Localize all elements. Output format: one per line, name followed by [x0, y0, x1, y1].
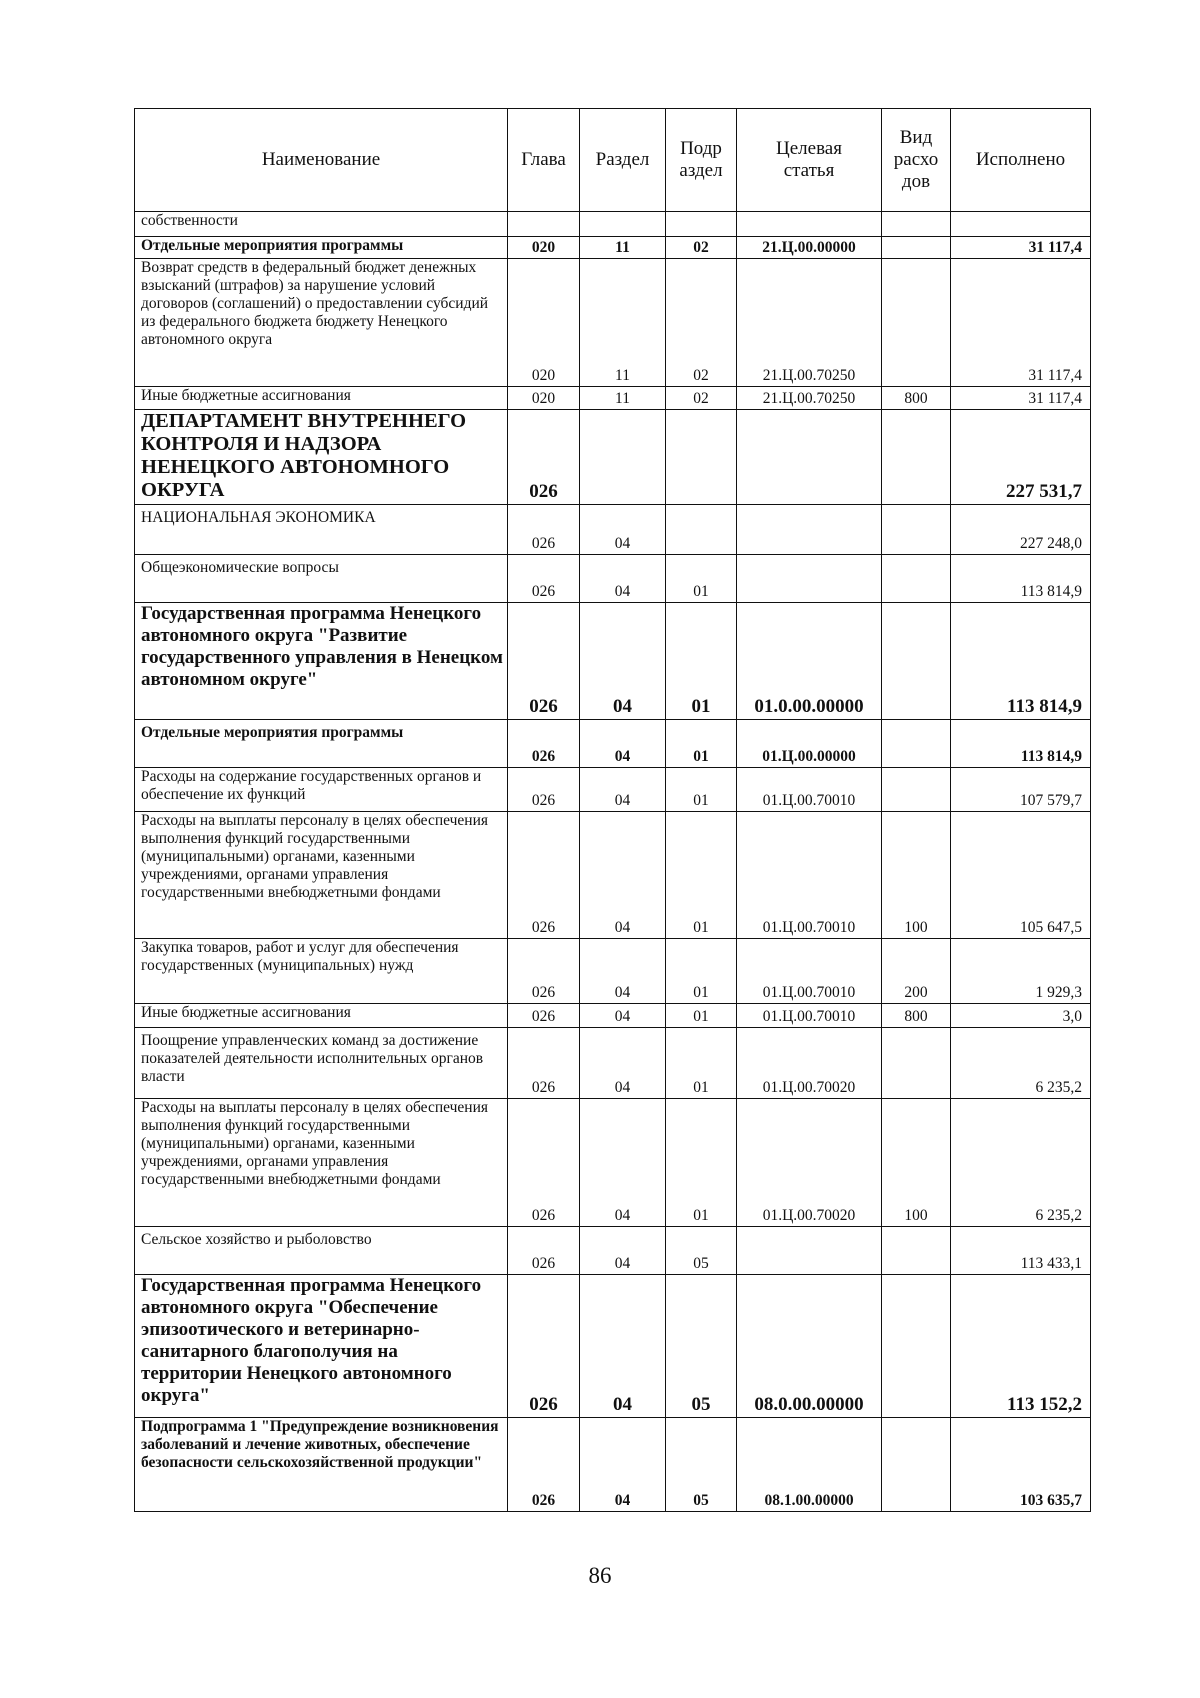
- header-subsection-line2: аздел: [679, 159, 723, 181]
- row-expense-type: 200: [882, 939, 951, 1004]
- row-section: 11: [580, 387, 666, 410]
- row-chapter: 026: [508, 505, 580, 555]
- row-section: [580, 212, 666, 237]
- row-name: Возврат средств в федеральный бюджет денежных взысканий (штрафов) за нарушение условий договоров (соглашений) о предоставлении субсидий из федерального бюджета бюджету Ненецкого автономного округа: [135, 259, 508, 387]
- table-row: [135, 1418, 1091, 1512]
- row-executed: 31 117,4: [951, 237, 1091, 259]
- row-name: Расходы на выплаты персоналу в целях обеспечения выполнения функций государственными (муниципальными) органами, казенными учреждениями, органами управления государственными внебюджетными фондами: [135, 812, 508, 939]
- row-target-article: 01.Ц.00.70010: [737, 812, 882, 939]
- row-expense-type: [882, 237, 951, 259]
- table-row: [135, 410, 1091, 505]
- row-target-article: [737, 555, 882, 603]
- header-subsection: [666, 109, 737, 212]
- row-section: 04: [580, 555, 666, 603]
- table-row: [135, 768, 1091, 812]
- row-executed: 227 531,7: [951, 410, 1091, 505]
- row-subsection: 01: [666, 555, 737, 603]
- table-row: [135, 387, 1091, 410]
- row-chapter: 026: [508, 812, 580, 939]
- row-target-article: 01.Ц.00.70010: [737, 768, 882, 812]
- row-expense-type: [882, 1275, 951, 1418]
- table-row: [135, 603, 1091, 720]
- row-subsection: 01: [666, 1099, 737, 1227]
- row-expense-type: [882, 1028, 951, 1099]
- row-expense-type: [882, 603, 951, 720]
- page-number: 86: [588, 1563, 612, 1588]
- row-chapter: 020: [508, 237, 580, 259]
- header-subsection-line1: Подр: [680, 137, 722, 159]
- row-name: Отдельные мероприятия программы: [135, 237, 508, 259]
- row-name: Иные бюджетные ассигнования: [135, 1004, 508, 1028]
- row-chapter: 026: [508, 720, 580, 768]
- row-chapter: [508, 212, 580, 237]
- row-section: 11: [580, 259, 666, 387]
- row-chapter: 026: [508, 1227, 580, 1275]
- row-target-article: 01.0.00.00000: [737, 603, 882, 720]
- table-row: [135, 505, 1091, 555]
- row-expense-type: [882, 505, 951, 555]
- row-chapter: 026: [508, 1275, 580, 1418]
- row-section: 04: [580, 1275, 666, 1418]
- row-executed: 113 152,2: [951, 1275, 1091, 1418]
- row-section: 04: [580, 1418, 666, 1512]
- row-name: Поощрение управленческих команд за достижение показателей деятельности исполнительных органов власти: [135, 1028, 508, 1099]
- row-target-article: 01.Ц.00.70020: [737, 1028, 882, 1099]
- row-chapter: 026: [508, 1028, 580, 1099]
- row-executed: 31 117,4: [951, 259, 1091, 387]
- row-chapter: 026: [508, 1099, 580, 1227]
- row-subsection: 01: [666, 720, 737, 768]
- row-expense-type: [882, 410, 951, 505]
- row-subsection: 05: [666, 1418, 737, 1512]
- table-row: [135, 939, 1091, 1004]
- row-name: Иные бюджетные ассигнования: [135, 387, 508, 410]
- row-target-article: 01.Ц.00.70020: [737, 1099, 882, 1227]
- row-subsection: 05: [666, 1227, 737, 1275]
- row-subsection: 02: [666, 237, 737, 259]
- header-expense-type: [882, 109, 951, 212]
- row-subsection: 01: [666, 812, 737, 939]
- row-executed: 6 235,2: [951, 1099, 1091, 1227]
- row-target-article: [737, 410, 882, 505]
- row-subsection: 02: [666, 259, 737, 387]
- row-section: 04: [580, 1099, 666, 1227]
- row-target-article: 01.Ц.00.70010: [737, 939, 882, 1004]
- row-executed: 103 635,7: [951, 1418, 1091, 1512]
- row-name: Расходы на содержание государственных органов и обеспечение их функций: [135, 768, 508, 812]
- header-target-article: [737, 109, 882, 212]
- row-name: Государственная программа Ненецкого автономного округа "Развитие государственного управления в Ненецком автономном округе": [135, 603, 508, 720]
- row-executed: [951, 212, 1091, 237]
- row-section: [580, 410, 666, 505]
- row-section: 04: [580, 768, 666, 812]
- table-row: [135, 720, 1091, 768]
- row-section: 04: [580, 505, 666, 555]
- row-chapter: 026: [508, 555, 580, 603]
- row-name: ДЕПАРТАМЕНТ ВНУТРЕННЕГО КОНТРОЛЯ И НАДЗОРА НЕНЕЦКОГО АВТОНОМНОГО ОКРУГА: [135, 410, 508, 505]
- row-name: Подпрограмма 1 "Предупреждение возникновения заболеваний и лечение животных, обеспечение безопасности сельскохозяйственной продукции": [135, 1418, 508, 1512]
- header-section: Раздел: [580, 109, 666, 212]
- row-target-article: 21.Ц.00.70250: [737, 259, 882, 387]
- row-expense-type: [882, 768, 951, 812]
- row-executed: 113 433,1: [951, 1227, 1091, 1275]
- row-subsection: [666, 212, 737, 237]
- row-name: собственности: [135, 212, 508, 237]
- row-name: НАЦИОНАЛЬНАЯ ЭКОНОМИКА: [135, 505, 508, 555]
- row-executed: 113 814,9: [951, 720, 1091, 768]
- row-subsection: 05: [666, 1275, 737, 1418]
- table-row: [135, 1227, 1091, 1275]
- row-target-article: 01.Ц.00.70010: [737, 1004, 882, 1028]
- row-name: Расходы на выплаты персоналу в целях обеспечения выполнения функций государственными (муниципальными) органами, казенными учреждениями, органами управления государственными внебюджетными фондами: [135, 1099, 508, 1227]
- table-row: [135, 555, 1091, 603]
- row-target-article: 08.0.00.00000: [737, 1275, 882, 1418]
- row-subsection: 02: [666, 387, 737, 410]
- row-target-article: 21.Ц.00.00000: [737, 237, 882, 259]
- table-row: [135, 237, 1091, 259]
- row-target-article: 08.1.00.00000: [737, 1418, 882, 1512]
- row-expense-type: 800: [882, 387, 951, 410]
- row-executed: 227 248,0: [951, 505, 1091, 555]
- row-expense-type: [882, 720, 951, 768]
- table-row: [135, 1099, 1091, 1227]
- header-exp-line1: Вид: [899, 126, 933, 148]
- row-executed: 6 235,2: [951, 1028, 1091, 1099]
- table-header-row: [135, 109, 1091, 212]
- row-executed: 105 647,5: [951, 812, 1091, 939]
- row-expense-type: 100: [882, 812, 951, 939]
- table-row: [135, 212, 1091, 237]
- row-target-article: 01.Ц.00.00000: [737, 720, 882, 768]
- row-executed: 31 117,4: [951, 387, 1091, 410]
- row-name: Государственная программа Ненецкого автономного округа "Обеспечение эпизоотического и ветеринарно-санитарного благополучия на территории Ненецкого автономного округа": [135, 1275, 508, 1418]
- row-subsection: 01: [666, 939, 737, 1004]
- row-chapter: 020: [508, 259, 580, 387]
- table-row: [135, 1275, 1091, 1418]
- header-executed: Исполнено: [951, 109, 1091, 212]
- row-expense-type: 800: [882, 1004, 951, 1028]
- row-target-article: [737, 212, 882, 237]
- row-section: 04: [580, 939, 666, 1004]
- row-executed: 3,0: [951, 1004, 1091, 1028]
- row-expense-type: [882, 212, 951, 237]
- row-expense-type: [882, 1227, 951, 1275]
- budget-table: [134, 108, 1091, 1512]
- header-target-line1: Целевая: [776, 137, 842, 159]
- row-expense-type: [882, 1418, 951, 1512]
- row-section: 04: [580, 812, 666, 939]
- header-exp-line3: дов: [901, 170, 931, 192]
- row-name: Сельское хозяйство и рыболовство: [135, 1227, 508, 1275]
- row-subsection: [666, 410, 737, 505]
- header-name: Наименование: [135, 109, 508, 212]
- row-section: 11: [580, 237, 666, 259]
- header-exp-line2: расхо: [893, 148, 939, 170]
- row-target-article: 21.Ц.00.70250: [737, 387, 882, 410]
- row-name: Закупка товаров, работ и услуг для обеспечения государственных (муниципальных) нужд: [135, 939, 508, 1004]
- row-executed: 113 814,9: [951, 555, 1091, 603]
- row-chapter: 026: [508, 1418, 580, 1512]
- table-row: [135, 259, 1091, 387]
- row-target-article: [737, 505, 882, 555]
- header-target-line2: статья: [783, 159, 835, 181]
- row-section: 04: [580, 1004, 666, 1028]
- row-chapter: 026: [508, 1004, 580, 1028]
- row-subsection: [666, 505, 737, 555]
- table-row: [135, 1028, 1091, 1099]
- row-section: 04: [580, 603, 666, 720]
- row-expense-type: 100: [882, 1099, 951, 1227]
- table-row: [135, 1004, 1091, 1028]
- row-chapter: 026: [508, 768, 580, 812]
- row-section: 04: [580, 720, 666, 768]
- row-target-article: [737, 1227, 882, 1275]
- row-expense-type: [882, 555, 951, 603]
- row-subsection: 01: [666, 1004, 737, 1028]
- row-name: Общеэкономические вопросы: [135, 555, 508, 603]
- row-chapter: 020: [508, 387, 580, 410]
- header-chapter: Глава: [508, 109, 580, 212]
- row-chapter: 026: [508, 410, 580, 505]
- row-subsection: 01: [666, 603, 737, 720]
- row-subsection: 01: [666, 1028, 737, 1099]
- table-row: [135, 812, 1091, 939]
- row-subsection: 01: [666, 768, 737, 812]
- row-section: 04: [580, 1227, 666, 1275]
- row-expense-type: [882, 259, 951, 387]
- row-chapter: 026: [508, 939, 580, 1004]
- row-name: Отдельные мероприятия программы: [135, 720, 508, 768]
- row-executed: 107 579,7: [951, 768, 1091, 812]
- row-section: 04: [580, 1028, 666, 1099]
- row-executed: 1 929,3: [951, 939, 1091, 1004]
- row-executed: 113 814,9: [951, 603, 1091, 720]
- row-chapter: 026: [508, 603, 580, 720]
